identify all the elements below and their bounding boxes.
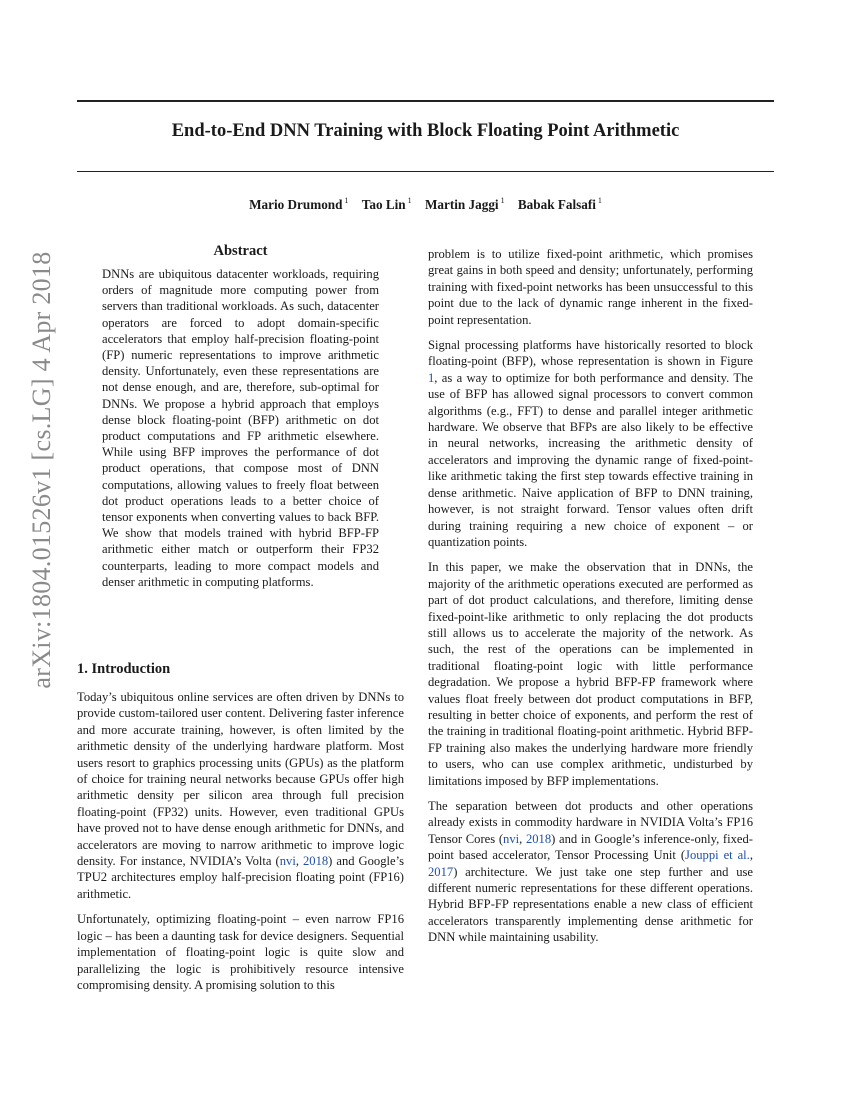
author-affiliation: 1 xyxy=(344,196,349,205)
figure-reference-link[interactable]: 1 xyxy=(428,370,435,385)
citation-link[interactable]: Jouppi et al. xyxy=(685,848,750,863)
citation-link[interactable]: 2018 xyxy=(302,854,329,869)
paragraph: Unfortunately, optimizing floating-point – even narrow FP16 logic – has been a daunting task for device designers. Sequential implementation of floating-point logic is quite slow and parallelizing the logic is prohibitively resource intensive compromising density. A promising solution to this xyxy=(77,912,404,992)
author-name: Martin Jaggi xyxy=(424,197,499,212)
arxiv-identifier-stamp xyxy=(22,251,62,689)
paragraph: Today’s ubiquitous online services are often driven by DNNs to provide custom-tailored user content. Delivering faster inference and more accurate training, however, is often limited by the arithmetic density of the underlying hardware platform. Most users resort to graphics processing units (GPUs) as the platform of choice for training neural networks because GPUs offer high arithmetic density per silicon area through full precision floating-point (FP32) units. However, even traditional GPUs have proved not to have dense enough arithmetic for DNNs, and accelerators are moving to narrow arithmetic to improve logic density. For instance, NVIDIA’s Volta (nvi, 2018) and Google’s TPU2 architectures employ half-precision floating point (FP16) arithmetic. xyxy=(77,690,405,901)
author-affiliation: 1 xyxy=(500,196,505,205)
author-list xyxy=(77,196,774,213)
arxiv-identifier-text: arXiv:1804.01526v1 [cs.LG] 4 Apr 2018 xyxy=(27,251,56,689)
author xyxy=(518,197,602,212)
citation-link[interactable]: nvi xyxy=(503,831,520,846)
author-name: Mario Drumond xyxy=(249,197,343,212)
abstract-heading: Abstract xyxy=(213,243,268,259)
author xyxy=(249,197,348,212)
author-affiliation: 1 xyxy=(597,196,602,205)
right-column xyxy=(428,246,753,955)
paragraph: In this paper, we make the observation that in DNNs, the majority of the arithmetic operations executed are performed as part of dot product calculations, and therefore, limiting dense fixed-point-like arithmetic to only replacing the dot products still allows us to accelerate the majority of the network. As such, the rest of the operations can be implemented in traditional floating-point logic with little performance degradation. We propose a hybrid BFP-FP framework where values float freely between dot product computations in BFP, resulting in better choice of exponents, and perform the rest of the training in traditional floating-point arithmetic. Hybrid BFP-FP training also makes the underlying hardware more friendly to users, who can use complex arithmetic, undisturbed by limitations imposed by BFP implementations. xyxy=(428,560,753,788)
citation-link[interactable]: 2017 xyxy=(428,864,454,879)
title-rule-top xyxy=(77,100,774,102)
author xyxy=(425,197,505,212)
author xyxy=(362,197,412,212)
paragraph: Signal processing platforms have historically resorted to block floating-point (BFP), whose representation is shown in Figure 1, as a way to optimize for both performance and density. The use of BFP has allowed signal processors to convert common algorithms (e.g., FFT) to dense and parallel integer arithmetic hardware. We observe that BFPs are also likely to be effective in neural networks, increasing the arithmetic density of accelerators and improving the dynamic range of fixed-point-like arithmetic taking the first step towards effective training in dense arithmetic. Naive application of BFP to DNN training, however, is not straight forward. Tensor values often drift during training requiring a new choice of exponent – or quantization points. xyxy=(428,338,753,549)
abstract-body: DNNs are ubiquitous datacenter workloads, requiring orders of magnitude more computing power from servers than traditional workloads. As such, datacenter operators are forced to adopt domain-specific accelerators that employ half-precision floating-point (FP) numeric representations to improve arithmetic density. Unfortunately, even these representations are not dense enough, and are, therefore, sub-optimal for DNNs. We propose a hybrid approach that employs dense block floating-point (BFP) arithmetic on dot product computations and FP arithmetic elsewhere. While using BFP improves the performance of dot product operations, that compose most of DNN computations, allowing values to freely float between dot product operations leads to a better choice of tensor exponents when converting values to back BFP. We show that models trained with hybrid BFP-FP arithmetic either match or outperform their FP32 counterparts, leading to more compact models and denser arithmetic in computing platforms. xyxy=(102,267,379,589)
author-affiliation: 1 xyxy=(407,196,412,205)
introduction-heading: 1. Introduction xyxy=(77,661,171,677)
citation-link[interactable]: nvi xyxy=(279,854,296,869)
author-name: Tao Lin xyxy=(361,197,406,212)
introduction-left-text xyxy=(77,689,404,1002)
paragraph: problem is to utilize fixed-point arithmetic, which promises great gains in both speed and density; unfortunately, performing training with fixed-point networks has been unsuccessful to this point due to the lack of dynamic range inherent in the fixed-point representation. xyxy=(428,247,753,327)
paragraph: The separation between dot products and other operations already exists in commodity hardware in NVIDIA Volta’s FP16 Tensor Cores (nvi, 2018) and in Google’s inference-only, fixed-point based accelerator, Tensor Processing Unit (Jouppi et al., 2017) architecture. We just take one step further and use different numeric representations for these different operations. Hybrid BFP-FP representations enable a new class of efficient accelerators transparently implementing dense arithmetic for DNN while maintaining usability. xyxy=(428,799,753,945)
author-name: Babak Falsafi xyxy=(517,197,596,212)
paper-title: End-to-End DNN Training with Block Floating Point Arithmetic xyxy=(171,121,680,141)
citation-link[interactable]: 2018 xyxy=(525,831,552,846)
title-rule-bottom xyxy=(77,171,774,172)
